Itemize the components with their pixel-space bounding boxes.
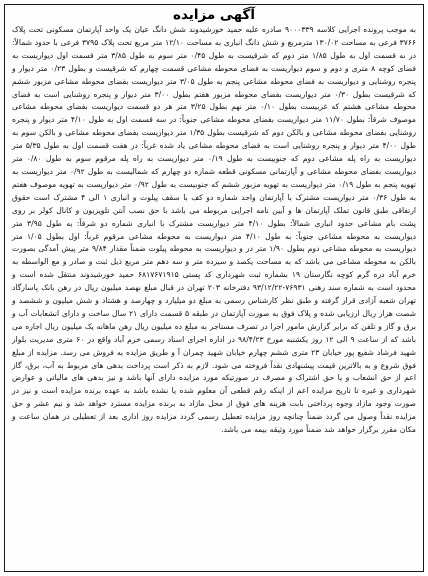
- notice-body: به موجب پرونده اجرایی کلاسه ۹۰۰۰۳۳۹ صادره علیه حمید خورشیدوند شش دانگ عیان یک واحد آپارتمان مسکونی تحت پلاک ۳۷۶۶ فرعی به مساحت ۱۳۰/۰۲ مترمربع و شش دانگ انباری به مساحت ۱۲/۱۰ متر مربع تحت پلاک ۳۷۹۵ فرعی با حدود شمالاً: در نه قسمت اول به طول ۱/۸۵ متر دوم که شرقیست به طول ۰/۴۵ متر سوم به طول ۳/۸۵ متر قسمت اول دیواریست به فضای کوچه ۸ متری و دوم و سوم دیواریست به فضای محوطه مشاعی قسمت چهارم که شرقیست و بطول ۰/۲۳ متر دیوار و پنجره روشنایی و دیواریست به فضای محوطه مشاعی پنجم به طول ۳/۰۵ متر دیواریست بفضای محوطه مشاعی مزبور ششم که شرقیست بطول ۰/۳۰ متر دیواریست بفضای محوطه مزبور هفتم بطول ۳/۰۰ متر دیوار و پنجره روشنایی است به فضای محوطه مشاعی هشتم که غربیست بطول ۰/۱۰ متر نهم بطول ۳/۲۵ متر هر دو قسمت دیواریست بفضای محوطه مشاعی موصوف شرقاً: بطول ۱۱/۷۰ متر دیواریست بفضای محوطه مشاعی جنوباً: در سه قسمت اول به طول ۴/۱۰ متر دیوار و پنجره روشنایی بفضای محوطه مشاعی و بالکن دوم که شرقیست بطول ۱/۳۵ متر دیواریست بفضای محوطه مشاعی و بالکن سوم به طول ۴/۰۰ متر دیوار و پنجره روشنایی است به فضای محوطه مشاعی یاد شده غرباً: در هفت قسمت اول به طول ۵/۳۵ متر دیواریست به راه پله مشاعی دوم که جنوبیست به طول ۰/۱۹ متر دیواریست به راه پله مرقوم سوم به طول ۰/۸۰ متر دیواریست بفضای محوطه مشاعی و آپارتمانی مسکونی قطعه شماره دو چهارم که شمالیست به طول ۰/۹۲ متر دیواریست به تهویه پنجم به طول ۰/۱۹ متر دیواریست به تهویه مزبور ششم که جنوبیست به طول ۰/۹۲ متر دیواریست به تهویه موصوف هفتم به طول ۰/۳۶ متر دیواریست مشترک با آپارتمان واحد شماره دو کف با سقف پیلوت و انباری ۱ الی ۴ مشترک است حقوق ارتفاقی طبق قانون تملک آپارتمان ها و آیین نامه اجرایی مربوطه می باشد با حق نصب آنتن تلویزیون و کانال کولر بر روی پشت بام مشاعی حدود انباری شمالاً: بطول ۴/۱۰ متر دیواریست مشترک با انباری شماره دو شرقاً: به طول ۳/۹۵ متر دیواریست به محوطه مشاعی جنوباً: به طول ۴/۱۰ متر دیواریست به محوطه مشاعی مرقوم غرباً: اول بطول ۱/۰۵ متر دیواریست به محوطه مشاعی دوم بطول ۱/۹۰ متر در و دیواریست به محوطه پیلوت ضمناً مقدار ۹/۸۴ متر پیش آمدگی بصورت بالکن به محوطه مشاعی می باشد که به مساحت یکصد و سیزده متر و سه دهم متر مربع ذیل ثبت و صادر و مع الواسطه به خرم آباد دره گرم کوچه نگارستان ۱۹ بشماره ثبت شهرداری کد پستی ۶۸۱۷۶۷۱۹۱۵ حمید خورشیدوند منتقل شده است و محدود است به شماره سند رهنی ۷۶۹۳۱-۹۳/۱۲/۲۲ دفترخانه ۲۰۳ تهران در قبال مبلغ نهصد میلیون ریال در رهن بانک پاسارگاد تهران شعبه آزادی قرار گرفته و طبق نظر کارشناس رسمی به مبلغ دو میلیارد و چهارصد و هشتاد و شش میلیون و ششصد و شصت هزار ریال ارزیابی شده و پلاک فوق به صورت آپارتمان در طبقه ۵ قسمت دارای ۲۱ سال ساخت و دارای انشعابات آب و برق و گاز و تلفن که برابر گزارش مامور اجرا در تصرف مستاجر به مبلغ ده میلیون ریال رهن ماهانه یک میلیون ریال اجاره می باشد که از ساعت ۹ الی ۱۲ روز یکشنبه مورخ ۹۸/۴/۲۳ در اداره اجرای اسناد رسمی خرم آباد واقع در ۶۰ متری مدیریت بلوار شهید فرشاد شفیع پور خیابان ۲۳ متری ششم چهارم خیابان شهید چمران آ و طریق مزایده به فروش می رسد. مزایده از مبلغ فوق شروع و به بالاترین قیمت پیشنهادی نقداً فروخته می شود. لازم به ذکر است پرداخت بدهی های مربوط به آب، برق، گاز اعم از حق انشعاب و یا حق اشتراک و مصرف در صورتیکه مورد مزایده دارای آنها باشد و نیز بدهی های مالیاتی و عوارض شهرداری و غیره تا تاریخ مزایده اعم از اینکه رقم قطعی آن معلوم شده یا نشده باشد به عهده برنده مزایده است و نیز در صورت وجود مازاد وجوه پرداختی بابت هزینه های فوق از محل مازاد به برنده مزایده مسترد خواهد شد و نیم عشر و حق مزایده نقداً وصول می گردد ضمناً چنانچه روز مزایده تعطیل رسمی گردد مزایده روز اداری بعد از تعطیلی در همان ساعت و مکان مقرر برگزار خواهد شد ضمناً مورد وثیقه بیمه می باشد.: [12, 25, 417, 435]
- notice-title: آگهی مزایده: [173, 7, 255, 23]
- auction-notice: [4, 4, 424, 572]
